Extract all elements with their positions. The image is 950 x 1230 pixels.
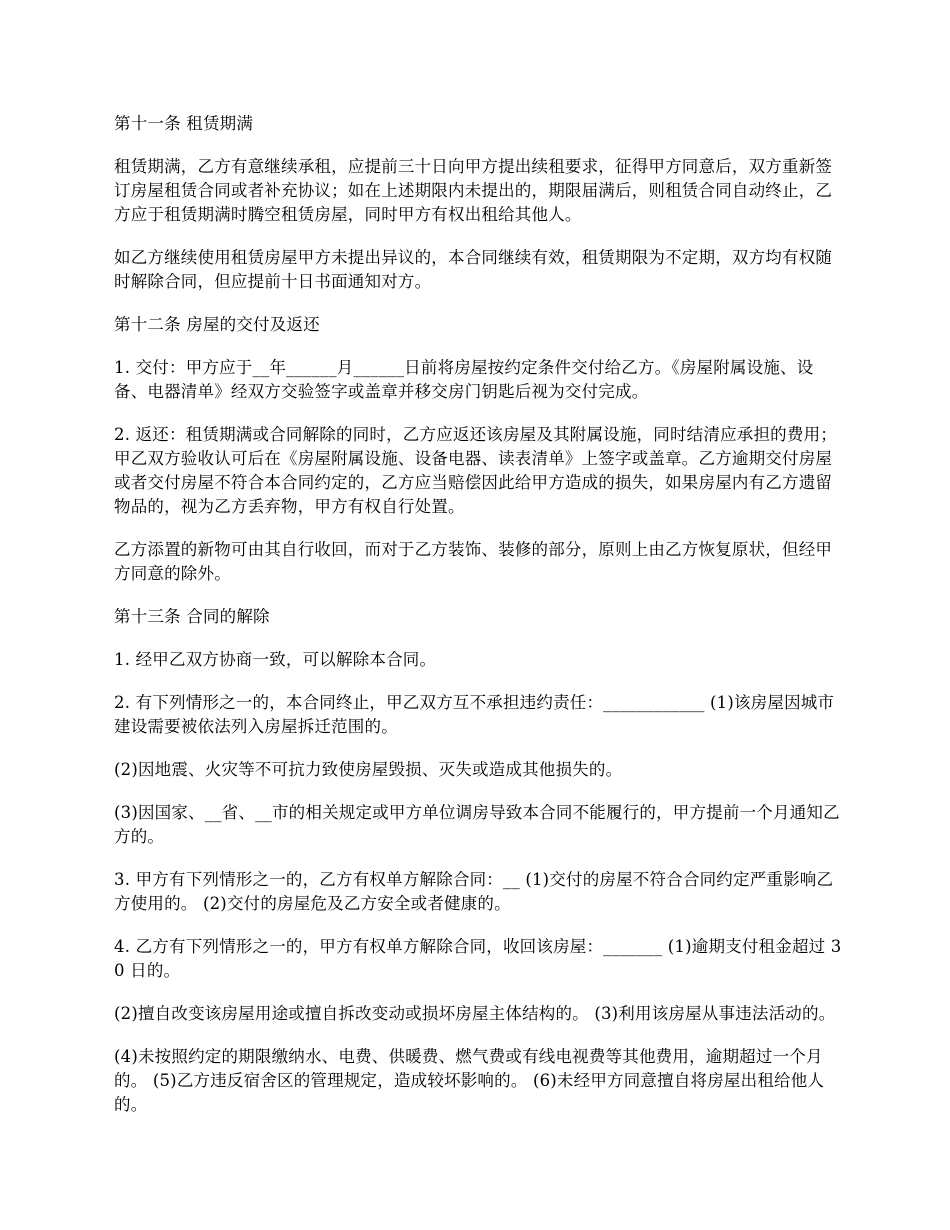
article-12-item-2: 2. 返还：租赁期满或合同解除的同时，乙方应返还该房屋及其附属设施，同时结清应承担的费用；甲乙双方验收认可后在《房屋附属设施、设备电器、读表清单》上签字或盖章。乙方逾期交付房屋或者交付房屋不符合本合同约定的，乙方应当赔偿因此给甲方造成的损失，如果房屋内有乙方遗留物品的，视为乙方丢弃物，甲方有权自行处置。 — [114, 425, 837, 516]
article-13-item-4: 4. 乙方有下列情形之一的，甲方有权单方解除合同，收回该房屋：_______ (1)逾期支付租金超过 30 日的。 — [114, 937, 842, 980]
article-12-paragraph-3: 乙方添置的新物可由其自行收回，而对于乙方装饰、装修的部分，原则上由乙方恢复原状，但经甲方同意的除外。 — [114, 540, 833, 583]
article-13-item-4-sub-2-3: (2)擅自改变该房屋用途或擅自拆改变动或损坏房屋主体结构的。 (3)利用该房屋从事违法活动的。 — [114, 1004, 836, 1023]
article-13-item-1: 1. 经甲乙双方协商一致，可以解除本合同。 — [114, 650, 437, 669]
article-13-heading: 第十三条 合同的解除 — [114, 607, 270, 626]
article-13-item-3: 3. 甲方有下列情形之一的，乙方有权单方解除合同：__ (1)交付的房屋不符合合同约定严重影响乙方使用的。 (2)交付的房屋危及乙方安全或者健康的。 — [114, 870, 834, 913]
article-13-item-4-sub-4-6: (4)未按照约定的期限缴纳水、电费、供暖费、燃气费或有线电视费等其他费用，逾期超过一个月的。 (5)乙方违反宿舍区的管理规定，造成较坏影响的。 (6)未经甲方同意擅自将房屋出租给他人的。 — [114, 1047, 825, 1114]
article-13-item-2-sub-3: (3)因国家、__省、__市的相关规定或甲方单位调房导致本合同不能履行的，甲方提前一个月通知乙方的。 — [114, 803, 840, 846]
article-12-item-1: 1. 交付：甲方应于__年______月______日前将房屋按约定条件交付给乙方。《房屋附属设施、设备、电器清单》经双方交验签字或盖章并移交房门钥匙后视为交付完成。 — [114, 358, 814, 401]
document-page — [114, 112, 844, 1136]
article-11-paragraph-2: 如乙方继续使用租赁房屋甲方未提出异议的，本合同继续有效，租赁期限为不定期，双方均有权随时解除合同，但应提前十日书面通知对方。 — [114, 248, 833, 291]
article-13-item-2-sub-2: (2)因地震、火灾等不可抗力致使房屋毁损、灭失或造成其他损失的。 — [114, 760, 623, 779]
article-12-heading: 第十二条 房屋的交付及返还 — [114, 315, 320, 334]
article-11-heading: 第十一条 租赁期满 — [114, 114, 254, 133]
article-13-item-2: 2. 有下列情形之一的，本合同终止，甲乙双方互不承担违约责任：____________ (1)该房屋因城市建设需要被依法列入房屋拆迁范围的。 — [114, 693, 835, 736]
article-11-paragraph-1: 租赁期满，乙方有意继续承租，应提前三十日向甲方提出续租要求，征得甲方同意后，双方重新签订房屋租赁合同或者补充协议；如在上述期限内未提出的，期限届满后，则租赁合同自动终止，乙方应于租赁期满时腾空租赁房屋，同时甲方有权出租给其他人。 — [114, 157, 833, 224]
